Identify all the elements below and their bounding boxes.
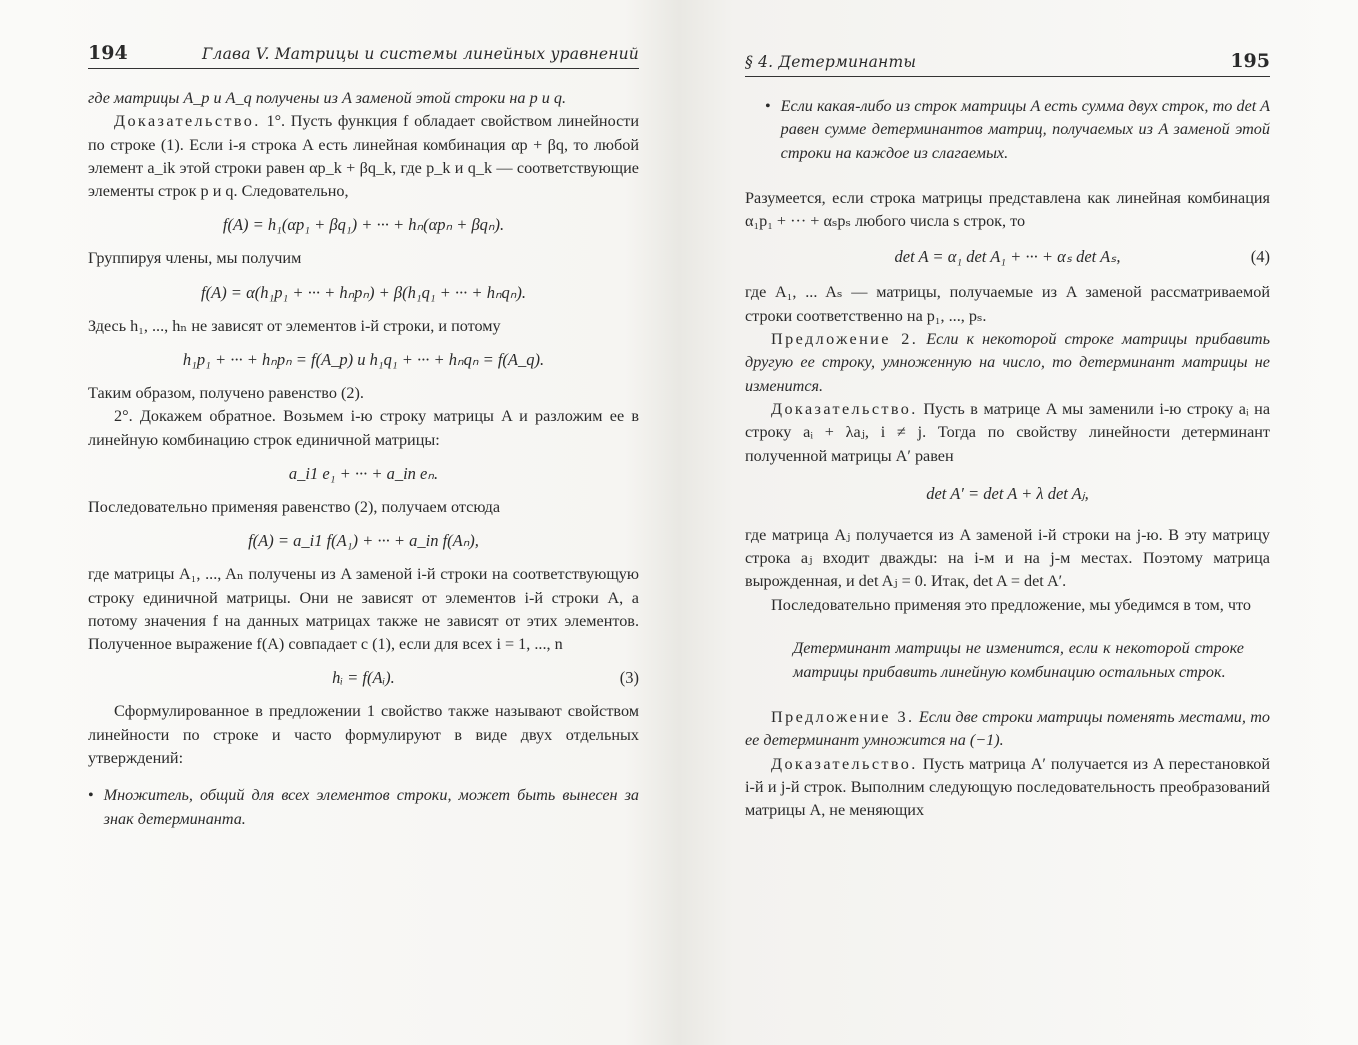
- formula: a_i1 e₁ + ··· + a_in eₙ.: [288, 463, 439, 483]
- paragraph: где A₁, ... Aₛ — матрицы, получаемые из A заменой рассматриваемой строки соответственно на p₁, ..., pₛ.: [745, 283, 1270, 325]
- formula: det A′ = det A + λ det Aⱼ,: [926, 483, 1089, 503]
- bullet-marker: •: [88, 786, 94, 805]
- paragraph: Группируя члены, мы получим: [88, 249, 302, 268]
- formula: h₁p₁ + ··· + hₙpₙ = f(A_p) и h₁q₁ + ··· + hₙqₙ = f(A_q).: [182, 350, 545, 370]
- section-title: § 4. Детерминанты: [745, 53, 917, 71]
- paragraph: Последовательно применяя это предложение, мы убедимся в том, что: [771, 595, 1251, 614]
- page-number-left: 194: [88, 42, 128, 64]
- paragraph: Сформулированное в предложении 1 свойство также называют свойством линейности по строке и часто формулируют в виде двух отдельных утверждений:: [88, 702, 639, 768]
- equation-number: (3): [619, 668, 639, 688]
- bullet-item: [765, 95, 1270, 165]
- bullet-marker: •: [765, 97, 771, 115]
- bullet-text: Если какая-либо из строк матрицы A есть сумма двух строк, то det A равен сумме детерминантов матриц, получаемых из A заменой этой строки на каждое из слагаемых.: [780, 97, 1270, 162]
- page-number-right: 195: [1230, 50, 1270, 72]
- equation-number: (4): [1250, 247, 1270, 267]
- paragraph: где матрицы A₁, ..., Aₙ получены из A заменой i-й строки на соответствующую строку единичной матрицы. Они не зависят от элементов i-й строки A, а потому значения f на данных матрицах также не зависят от этих элементов. Полученное выражение f(A) совпадает с (1), если для всех i = 1, ..., n: [88, 565, 639, 654]
- highlighted-statement: Детерминант матрицы не изменится, если к некоторой строке матрицы прибавить линейную комбинацию остальных строк.: [793, 639, 1244, 681]
- paragraph: Таким образом, получено равенство (2).: [88, 384, 364, 403]
- proposition: [745, 706, 1270, 753]
- running-header-right: [745, 50, 1270, 77]
- formula: f(A) = h₁(αp₁ + βq₁) + ··· + hₙ(αpₙ + βqₙ).: [222, 215, 505, 235]
- running-header-left: [88, 42, 639, 69]
- paragraph: где матрицы A_p и A_q получены из A заменой этой строки на p и q.: [88, 89, 566, 107]
- proposition-label: Предложение 3.: [771, 708, 915, 727]
- formula-numbered: [88, 666, 639, 690]
- bullet-text: Множитель, общий для всех элементов строки, может быть вынесен за знак детерминанта.: [103, 786, 639, 828]
- formula: f(A) = a_i1 f(A₁) + ··· + a_in f(Aₙ),: [248, 531, 479, 551]
- formula-body: det A = α₁ det A₁ + ··· + αₛ det Aₛ,: [894, 247, 1121, 267]
- proposition-label: Предложение 2.: [771, 330, 919, 349]
- formula-body: hᵢ = f(Aᵢ).: [332, 668, 395, 688]
- paragraph: 2°. Докажем обратное. Возьмем i-ю строку матрицы A и разложим ее в линейную комбинацию строк единичной матрицы:: [88, 407, 639, 449]
- proposition-text: Если к некоторой строке матрицы прибавить другую ее строку, умноженную на число, то детерминант матрицы не изменится.: [745, 330, 1270, 395]
- proposition-text: Если две строки матрицы поменять местами, то ее детерминант умножится на (−1).: [745, 708, 1271, 750]
- paragraph: Разумеется, если строка матрицы представлена как линейная комбинация α₁p₁ + ··· + αₛpₛ любого числа s строк, то: [745, 188, 1270, 231]
- proof-text: Пусть матрица A′ получается из A перестановкой i-й и j-й строк. Выполним следующую последовательность преобразований матрицы A, не меняющих: [745, 754, 1270, 820]
- proof-paragraph: [88, 110, 639, 203]
- proof-text: Пусть в матрице A мы заменили i-ю строку aᵢ на строку aᵢ + λaⱼ, i ≠ j. Тогда по свойству линейности детерминант полученной матрицы A′ равен: [745, 399, 1271, 465]
- proof-label: Доказательство.: [114, 112, 261, 131]
- right-page: [679, 0, 1358, 1045]
- formula-numbered: [745, 245, 1270, 269]
- proof-paragraph: [745, 753, 1270, 823]
- proposition: [745, 328, 1270, 398]
- formula: f(A) = α(h₁p₁ + ··· + hₙpₙ) + β(h₁q₁ + ··· + hₙqₙ).: [201, 282, 526, 302]
- paragraph: где матрица Aⱼ получается из A заменой i-й строки на j-ю. В эту матрицу строка aⱼ входит дважды: на i-м и на j-м местах. Поэтому матрица вырожденная, и det Aⱼ = 0. Итак, det A = det A′.: [745, 525, 1270, 591]
- proof-paragraph: [745, 398, 1270, 468]
- bullet-item: [88, 784, 639, 831]
- paragraph: Здесь h₁, ..., hₙ не зависят от элементов i-й строки, и потому: [88, 316, 501, 335]
- chapter-title: Глава V. Матрицы и системы линейных уравнений: [202, 45, 639, 63]
- paragraph: Последовательно применяя равенство (2), получаем отсюда: [88, 497, 501, 516]
- proof-label: Доказательство.: [771, 754, 918, 773]
- proof-label: Доказательство.: [771, 399, 918, 418]
- proof-text: 1°. Пусть функция f обладает свойством линейности по строке (1). Если i-я строка A есть линейная комбинация αp + βq, то любой элемент a_ik этой строки равен αp_k + βq_k, где p_k и q_k — соответствующие элементы строк p и q. Следовательно,: [88, 112, 640, 201]
